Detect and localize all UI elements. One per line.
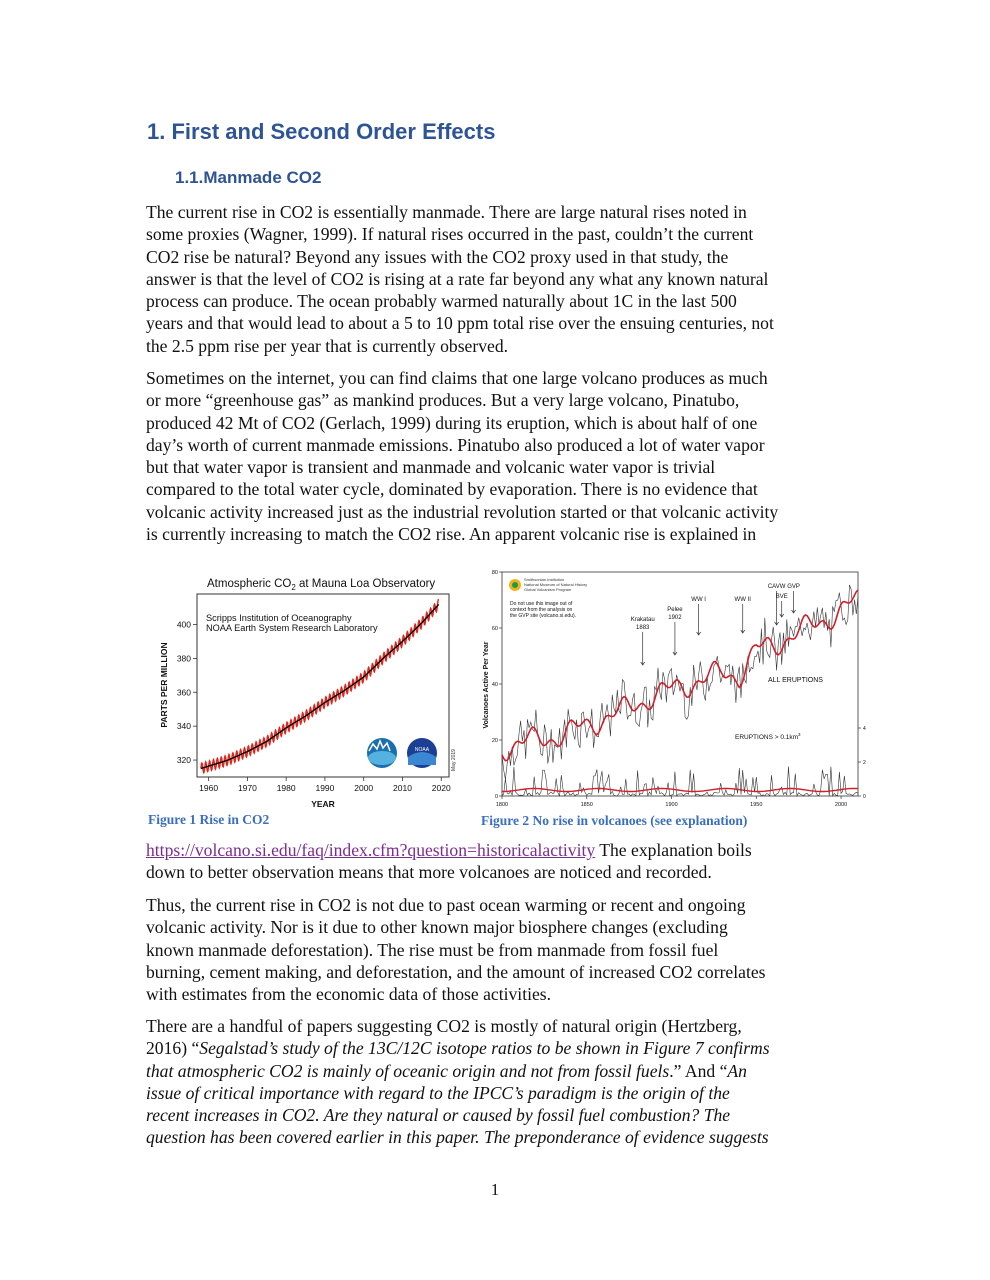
text-line: years and that would lead to about a 5 to 10 ppm total rise over the ensuing centuries, not [146,313,774,334]
paragraph-5 [146,1015,848,1149]
section-number: 1. [147,119,166,144]
fig2-right-tick-label: 0 [863,794,866,800]
fig2-label-big: ERUPTIONS > $0.1km^3$ [735,732,801,741]
fig1-x-axis [199,777,451,793]
figure-2-volcano-chart [478,565,870,815]
paragraph-2 [146,367,848,545]
fig2-event-label: WW II [734,597,751,603]
quote-run: question has been covered earlier in this paper. The preponderance of evidence suggests [146,1127,769,1148]
fig2-y-tick-label: 0 [494,794,498,800]
text-line: burning, cement making, and deforestation, and the amount of increased CO2 correlates [146,961,766,982]
quote-run: that atmospheric CO2 is mainly of oceanic origin and not from fossil fuels [146,1060,670,1081]
fig2-event-label: WW I [691,597,706,603]
fig1-x-tick-label: 1970 [237,783,257,793]
fig1-xlabel: YEAR [311,799,335,809]
text-line: down to better observation means that more volcanoes are noticed and recorded. [146,862,712,883]
fig2-org-line2: National Museum of Natural History [524,582,588,587]
fig2-right-axis [858,726,866,800]
fig2-org-line1: Smithsonian Institution [524,577,565,582]
scripps-logo [367,738,397,768]
figure-1-caption: Figure 1 Rise in CO2 [148,812,270,827]
fig2-y-tick-label: 60 [491,626,498,632]
subsection-heading [175,168,321,188]
text-line: volcanic activity. Nor is it due to other known major biosphere changes (excluding [146,917,728,938]
fig1-legend-line1: Scripps Institution of Oceanography [206,613,352,623]
fig2-event-label: Krakatau [630,617,655,623]
text-line: The current rise in CO2 is essentially manmade. There are large natural rises noted in [146,202,747,222]
fig2-note-line1: Do not use this image out of [510,601,573,607]
fig2-event-label: GVP [787,584,800,590]
fig2-y-tick-label: 20 [491,738,498,744]
fig1-title: Atmospheric $CO_2$ at Mauna Loa Observatory [207,578,436,592]
fig2-y-axis [492,570,502,800]
fig2-right-tick-label: 2 [863,760,866,766]
fig2-x-tick-label: 1950 [750,802,763,808]
fig2-note-line2: context from the analysis on [510,607,573,613]
paragraph-1 [146,201,848,357]
section-heading [147,119,495,145]
text-line: day’s worth of current manmade emissions. Pinatubo also produced a lot of water vapor [146,434,765,455]
fig1-x-tick-label: 1980 [276,783,296,793]
text-line: the 2.5 ppm rise per year that is currently observed. [146,335,509,356]
fig2-x-tick-label: 1850 [580,802,593,808]
fig2-large-eruptions-smoothed [502,789,858,792]
text-line: produced 42 Mt of CO2 (Gerlach, 1999) during its eruption, which is about half of one [146,412,758,433]
text-line: There are a handful of papers suggesting CO2 is mostly of natural origin (Hertzberg, [146,1016,742,1036]
fig2-event-label: BVE [775,594,788,600]
fig1-y-tick-label: 380 [176,653,191,664]
text-line: is currently increasing to match the CO2 rise. An apparent volcanic rise is explained in [146,524,757,545]
fig2-label-all: ALL ERUPTIONS [768,677,823,684]
text-line: known manmade deforestation). The rise must be from manmade from fossil fuel [146,939,719,960]
text-line: compared to the total water cycle, dominated by evaporation. There is no evidence that [146,479,758,500]
text-line: or more “greenhouse gas” as mankind produces. But a very large volcano, Pinatubo, [146,390,740,411]
noaa-logo [407,738,437,768]
figure-2-caption: Figure 2 No rise in volcanoes (see explanation) [481,813,748,828]
fig2-y-tick-label: 40 [491,682,498,688]
fig1-x-tick-label: 1990 [315,783,335,793]
text-line: process can produce. The ocean probably warmed naturally about 1C in the last 500 [146,291,737,312]
text-line: with estimates from the economic data of those activities. [146,984,552,1005]
fig1-y-tick-label: 360 [176,687,191,698]
quote-run: issue of critical importance with regard to the IPCC’s paradigm is the origin of the [146,1082,730,1103]
fig2-event-year: 1902 [668,615,682,621]
fig2-note-line3: the GVP site (volcano.si.edu). [510,613,577,619]
text-line: but that water vapor is transient and manmade and volcanic water vapor is trivial [146,457,716,478]
text-line: answer is that the level of CO2 is rising at a rate far beyond any what any known natural [146,268,769,289]
fig1-date-note: May 2019 [451,749,457,771]
fig1-x-tick-label: 2020 [431,783,451,793]
text-line: Thus, the current rise in CO2 is not due to past ocean warming or recent and ongoing [146,895,746,915]
fig2-event-label: Pelee [667,607,683,613]
fig2-x-tick-label: 2000 [834,802,848,808]
smithsonian-logo [509,579,521,591]
fig1-x-tick-label: 2010 [393,783,412,793]
fig2-ylabel: Volcanoes Active Per Year [483,641,490,729]
paragraph-3 [146,839,848,884]
quote-run: recent increases in CO2. Are they natural or caused by fossil fuel combustion? The [146,1105,731,1126]
fig2-event-markers [631,584,800,665]
fig1-y-axis [177,620,197,766]
fig2-org-line3: Global Volcanism Program [524,587,572,592]
fig2-y-tick-label: 80 [491,570,498,576]
fig1-y-tick-label: 320 [176,755,191,766]
text-line: volcanic activity increased just as the industrial revolution started or that volcanic activity [146,501,779,522]
subsection-number: 1.1. [175,168,204,187]
fig2-event-label: CAVW [767,584,786,590]
historical-activity-link[interactable]: https://volcano.si.edu/faq/index.cfm?question=historicalactivity [146,840,596,860]
fig2-x-tick-label: 1900 [665,802,678,808]
text-run: The explanation boils [595,840,752,860]
svg-text:NOAA: NOAA [414,747,430,753]
paragraph-4 [146,894,848,1005]
subsection-title: Manmade CO2 [203,168,322,187]
quote-run: Segalstad’s study of the 13C/12C isotope ratios to be shown in Figure 7 confirms [199,1038,770,1059]
fig2-right-tick-label: 4 [863,726,866,732]
page-number: 1 [490,1180,500,1199]
text-line: CO2 rise be natural? Beyond any issues with the CO2 proxy used in that study, the [146,246,729,267]
text-run: .” And “ [669,1060,728,1081]
fig1-ylabel: PARTS PER MILLION [159,642,169,728]
text-run: 2016) “ [146,1038,200,1059]
text-line: some proxies (Wagner, 1999). If natural rises occurred in the past, couldn’t the current [146,224,754,245]
fig2-event-year: 1883 [636,625,650,631]
fig2-large-eruptions-raw [502,767,858,797]
section-title: First and Second Order Effects [171,119,496,144]
fig2-x-tick-label: 1800 [495,802,509,808]
text-line: Sometimes on the internet, you can find claims that one large volcano produces as much [146,368,768,388]
fig2-x-axis [496,796,847,808]
fig1-legend-line2: NOAA Earth System Research Laboratory [206,623,378,633]
fig1-x-tick-label: 1960 [199,783,219,793]
figure-1-co2-chart [155,565,460,815]
fig1-x-tick-label: 2000 [354,783,374,793]
fig1-y-tick-label: 400 [176,619,191,630]
fig1-y-tick-label: 340 [176,721,191,732]
quote-run: An [727,1060,747,1081]
